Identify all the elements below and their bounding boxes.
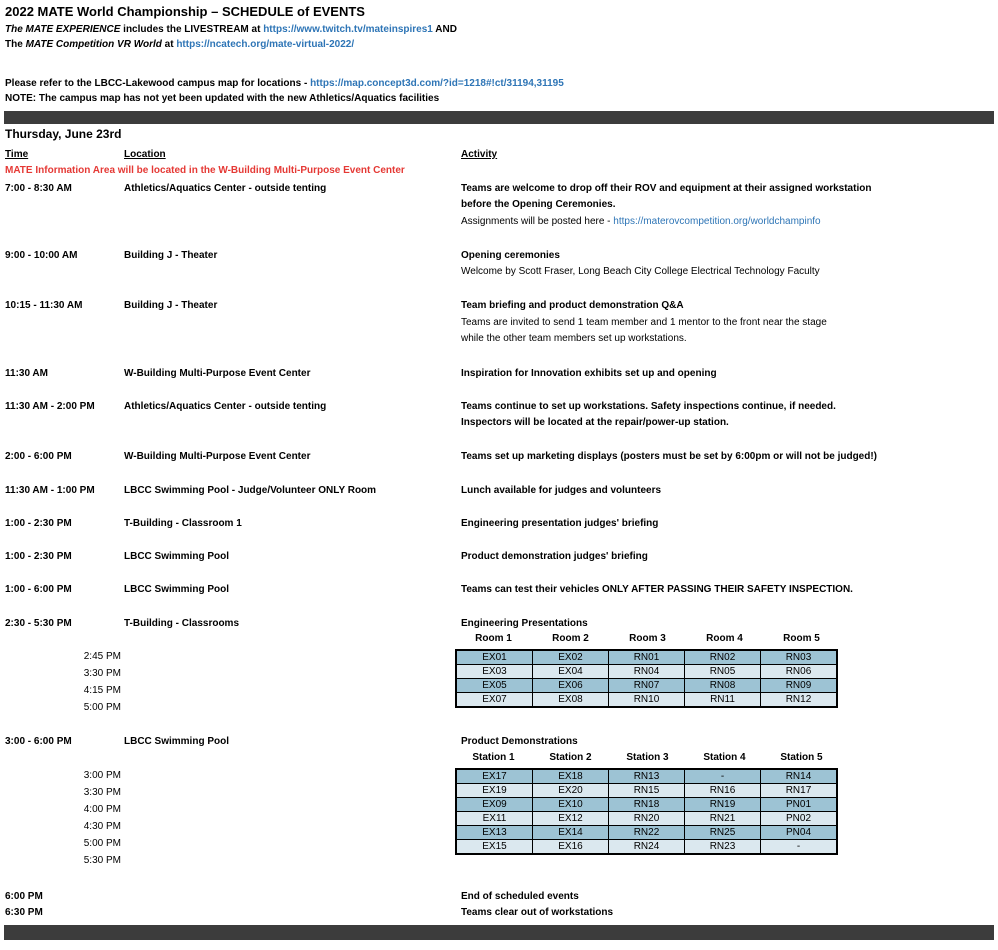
slot-time: 4:30 PM bbox=[83, 821, 121, 832]
team-cell: EX18 bbox=[533, 769, 609, 784]
event-time: 11:30 AM bbox=[5, 368, 48, 379]
event-activity: Teams are welcome to drop off their ROV and equipment at their assigned workstation bbox=[461, 183, 872, 194]
event-time: 2:00 - 6:00 PM bbox=[5, 451, 72, 462]
team-cell: EX11 bbox=[456, 812, 533, 826]
event-location: W-Building Multi-Purpose Event Center bbox=[124, 451, 311, 462]
team-cell: RN01 bbox=[609, 650, 685, 665]
vr-text: at bbox=[161, 39, 177, 50]
event-activity: Lunch available for judges and volunteers bbox=[461, 485, 662, 496]
station-header: Station 4 bbox=[703, 752, 746, 763]
campus-map-text: Please refer to the LBCC-Lakewood campus map for locations - bbox=[5, 78, 311, 89]
slot-time: 3:30 PM bbox=[83, 668, 121, 679]
livestream-line bbox=[5, 24, 457, 35]
event-note-line2: while the other team members set up workstations. bbox=[461, 333, 687, 344]
engineering-schedule-table bbox=[455, 649, 838, 708]
event-time: 7:00 - 8:30 AM bbox=[5, 183, 72, 194]
engineering-room-headers bbox=[455, 633, 845, 644]
event-location: LBCC Swimming Pool bbox=[124, 584, 229, 595]
event-time: 11:30 AM - 1:00 PM bbox=[5, 485, 95, 496]
table-row bbox=[456, 798, 837, 812]
team-cell: RN22 bbox=[609, 826, 685, 840]
team-cell: EX16 bbox=[533, 840, 609, 855]
info-area-notice: MATE Information Area will be located in the W-Building Multi-Purpose Event Center bbox=[5, 165, 405, 176]
table-row bbox=[456, 665, 837, 679]
column-header-location: Location bbox=[124, 149, 166, 160]
team-cell: EX06 bbox=[533, 679, 609, 693]
event-activity: Product demonstration judges' briefing bbox=[461, 551, 648, 562]
team-cell: EX08 bbox=[533, 693, 609, 708]
event-time: 1:00 - 2:30 PM bbox=[5, 518, 72, 529]
event-location: T-Building - Classroom 1 bbox=[124, 518, 242, 529]
room-header: Room 2 bbox=[552, 633, 589, 644]
station-header: Station 1 bbox=[472, 752, 515, 763]
event-note bbox=[461, 216, 821, 227]
team-cell: RN12 bbox=[761, 693, 838, 708]
team-cell: EX02 bbox=[533, 650, 609, 665]
livestream-suffix: AND bbox=[432, 24, 457, 35]
team-cell: EX05 bbox=[456, 679, 533, 693]
event-activity: Inspiration for Innovation exhibits set up and opening bbox=[461, 368, 717, 379]
event-time: 1:00 - 6:00 PM bbox=[5, 584, 72, 595]
event-activity: Teams set up marketing displays (posters must be set by 6:00pm or will not be judged!) bbox=[461, 451, 878, 462]
slot-time: 4:15 PM bbox=[83, 685, 121, 696]
team-cell: RN23 bbox=[685, 840, 761, 855]
team-cell: EX19 bbox=[456, 784, 533, 798]
team-cell: PN02 bbox=[761, 812, 838, 826]
team-cell: PN01 bbox=[761, 798, 838, 812]
room-header: Room 5 bbox=[783, 633, 820, 644]
event-time: 6:00 PM bbox=[5, 891, 43, 902]
table-row bbox=[456, 812, 837, 826]
team-cell: EX17 bbox=[456, 769, 533, 784]
vr-world-label: MATE Competition VR World bbox=[25, 39, 162, 50]
event-note: Welcome by Scott Fraser, Long Beach City College Electrical Technology Faculty bbox=[461, 266, 820, 277]
assignments-link[interactable]: https://materovcompetition.org/worldchampinfo bbox=[613, 216, 821, 227]
team-cell: RN09 bbox=[761, 679, 838, 693]
event-location: W-Building Multi-Purpose Event Center bbox=[124, 368, 311, 379]
team-cell: RN13 bbox=[609, 769, 685, 784]
team-cell: RN24 bbox=[609, 840, 685, 855]
column-header-activity: Activity bbox=[461, 149, 498, 160]
event-time: 6:30 PM bbox=[5, 907, 43, 918]
event-activity: Teams clear out of workstations bbox=[461, 907, 614, 918]
day-heading: Thursday, June 23rd bbox=[5, 127, 122, 141]
team-cell: EX14 bbox=[533, 826, 609, 840]
team-cell: EX13 bbox=[456, 826, 533, 840]
event-time: 9:00 - 10:00 AM bbox=[5, 250, 78, 261]
product-demo-schedule-table bbox=[455, 768, 838, 855]
event-activity: Teams can test their vehicles ONLY AFTER PASSING THEIR SAFETY INSPECTION. bbox=[461, 584, 853, 595]
campus-map-note: NOTE: The campus map has not yet been updated with the new Athletics/Aquatics facilities bbox=[5, 93, 440, 104]
table-row bbox=[456, 693, 837, 708]
room-header: Room 1 bbox=[475, 633, 512, 644]
event-location: LBCC Swimming Pool - Judge/Volunteer ONLY Room bbox=[124, 485, 377, 496]
team-cell: RN14 bbox=[761, 769, 838, 784]
team-cell: EX01 bbox=[456, 650, 533, 665]
event-activity: End of scheduled events bbox=[461, 891, 579, 902]
event-activity: Engineering Presentations bbox=[461, 618, 588, 629]
event-location: Athletics/Aquatics Center - outside tenting bbox=[124, 183, 327, 194]
team-cell: EX07 bbox=[456, 693, 533, 708]
team-cell: RN19 bbox=[685, 798, 761, 812]
event-location: Building J - Theater bbox=[124, 300, 218, 311]
team-cell: RN04 bbox=[609, 665, 685, 679]
vr-world-link[interactable]: https://ncatech.org/mate-virtual-2022/ bbox=[176, 39, 355, 50]
team-cell: RN21 bbox=[685, 812, 761, 826]
twitch-link[interactable]: https://www.twitch.tv/mateinspires1 bbox=[263, 24, 433, 35]
room-header: Room 4 bbox=[706, 633, 743, 644]
table-row bbox=[456, 826, 837, 840]
event-location: LBCC Swimming Pool bbox=[124, 736, 229, 747]
room-header: Room 3 bbox=[629, 633, 666, 644]
slot-time: 3:30 PM bbox=[83, 787, 121, 798]
team-cell: RN16 bbox=[685, 784, 761, 798]
team-cell: RN11 bbox=[685, 693, 761, 708]
campus-map-line bbox=[5, 78, 564, 89]
slot-time: 3:00 PM bbox=[83, 770, 121, 781]
table-row bbox=[456, 679, 837, 693]
event-note: Teams are invited to send 1 team member and 1 mentor to the front near the stage bbox=[461, 317, 827, 328]
team-cell: EX20 bbox=[533, 784, 609, 798]
table-row bbox=[456, 840, 837, 855]
team-cell: EX03 bbox=[456, 665, 533, 679]
slot-time: 5:30 PM bbox=[83, 855, 121, 866]
team-cell: RN02 bbox=[685, 650, 761, 665]
event-activity-line2: before the Opening Ceremonies. bbox=[461, 199, 616, 210]
station-header: Station 3 bbox=[626, 752, 669, 763]
event-time: 1:00 - 2:30 PM bbox=[5, 551, 72, 562]
team-cell: RN10 bbox=[609, 693, 685, 708]
event-location: T-Building - Classrooms bbox=[124, 618, 240, 629]
team-cell: RN25 bbox=[685, 826, 761, 840]
vr-world-line bbox=[5, 39, 354, 50]
event-activity: Product Demonstrations bbox=[461, 736, 578, 747]
team-cell: EX12 bbox=[533, 812, 609, 826]
team-cell: - bbox=[685, 769, 761, 784]
slot-time: 5:00 PM bbox=[83, 838, 121, 849]
vr-prefix: The bbox=[5, 39, 26, 50]
event-time: 10:15 - 11:30 AM bbox=[5, 300, 83, 311]
event-location: Athletics/Aquatics Center - outside tenting bbox=[124, 401, 327, 412]
event-activity: Opening ceremonies bbox=[461, 250, 560, 261]
team-cell: PN04 bbox=[761, 826, 838, 840]
event-activity-line2: Inspectors will be located at the repair/power-up station. bbox=[461, 417, 729, 428]
station-header: Station 5 bbox=[780, 752, 823, 763]
team-cell: RN08 bbox=[685, 679, 761, 693]
team-cell: RN03 bbox=[761, 650, 838, 665]
slot-time: 4:00 PM bbox=[83, 804, 121, 815]
team-cell: RN07 bbox=[609, 679, 685, 693]
slot-time: 5:00 PM bbox=[83, 702, 121, 713]
event-activity: Engineering presentation judges' briefing bbox=[461, 518, 659, 529]
team-cell: EX04 bbox=[533, 665, 609, 679]
team-cell: RN06 bbox=[761, 665, 838, 679]
event-location: LBCC Swimming Pool bbox=[124, 551, 229, 562]
mate-experience-label: The MATE EXPERIENCE bbox=[5, 24, 121, 35]
team-cell: RN15 bbox=[609, 784, 685, 798]
event-activity: Team briefing and product demonstration Q&A bbox=[461, 300, 684, 311]
livestream-text: includes the LIVESTREAM at bbox=[120, 24, 264, 35]
event-time: 11:30 AM - 2:00 PM bbox=[5, 401, 95, 412]
event-location: Building J - Theater bbox=[124, 250, 218, 261]
team-cell: RN17 bbox=[761, 784, 838, 798]
divider-bar-top bbox=[4, 111, 994, 124]
table-row bbox=[456, 784, 837, 798]
assignments-text: Assignments will be posted here - bbox=[461, 216, 614, 227]
station-header: Station 2 bbox=[549, 752, 592, 763]
team-cell: RN05 bbox=[685, 665, 761, 679]
campus-map-link[interactable]: https://map.concept3d.com/?id=1218#!ct/31194,31195 bbox=[310, 78, 564, 89]
event-time: 2:30 - 5:30 PM bbox=[5, 618, 72, 629]
team-cell: RN18 bbox=[609, 798, 685, 812]
product-station-headers bbox=[455, 752, 845, 763]
event-time: 3:00 - 6:00 PM bbox=[5, 736, 72, 747]
page-title: 2022 MATE World Championship – SCHEDULE of EVENTS bbox=[5, 4, 365, 19]
event-activity: Teams continue to set up workstations. Safety inspections continue, if needed. bbox=[461, 401, 836, 412]
team-cell: RN20 bbox=[609, 812, 685, 826]
team-cell: EX10 bbox=[533, 798, 609, 812]
table-row bbox=[456, 650, 837, 665]
team-cell: - bbox=[761, 840, 838, 855]
team-cell: EX09 bbox=[456, 798, 533, 812]
table-row bbox=[456, 769, 837, 784]
divider-bar-bottom bbox=[4, 925, 994, 940]
team-cell: EX15 bbox=[456, 840, 533, 855]
column-header-time: Time bbox=[5, 149, 29, 160]
slot-time: 2:45 PM bbox=[83, 651, 121, 662]
